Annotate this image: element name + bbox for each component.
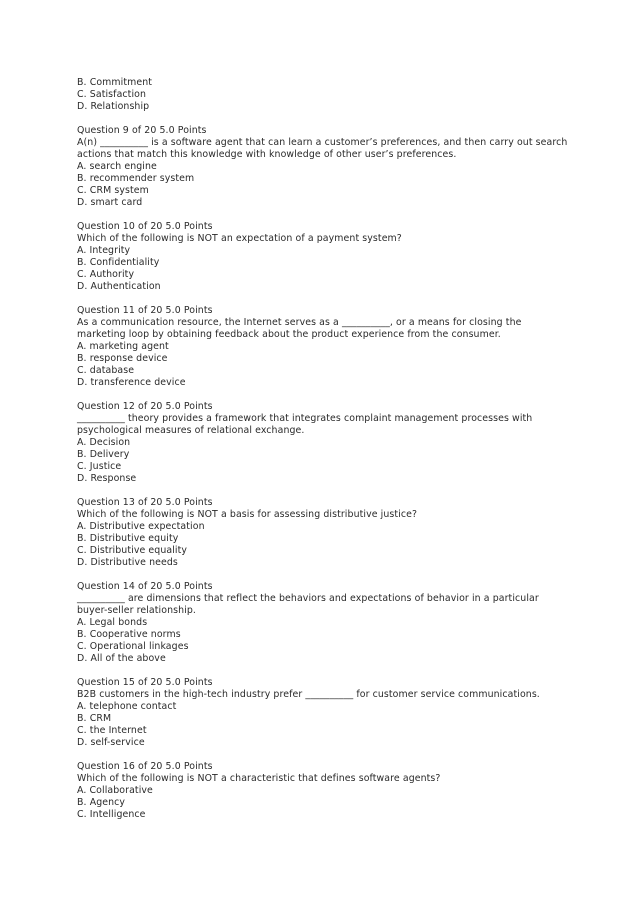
option: A. Collaborative [77,785,153,796]
question-block [77,761,577,821]
question-text: __________ theory provides a framework that integrates complaint management processes with [77,413,533,424]
question-block [77,497,577,569]
question-text: marketing loop by obtaining feedback about the product experience from the consumer. [77,329,501,340]
option: D. smart card [77,197,143,208]
option: C. Satisfaction [77,89,147,100]
question-block [77,221,577,293]
option: B. Confidentiality [77,257,160,268]
option: C. Operational linkages [77,641,189,652]
question-text: Which of the following is NOT a basis for assessing distributive justice? [77,509,418,520]
option: A. marketing agent [77,341,169,352]
option: D. Distributive needs [77,557,178,568]
option: D. Relationship [77,101,150,112]
option: B. Distributive equity [77,533,179,544]
question-text: __________ are dimensions that reflect the behaviors and expectations of behavior in a particular [77,593,539,604]
question-block [77,305,577,389]
option: B. response device [77,353,168,364]
option: C. CRM system [77,185,149,196]
option: B. recommender system [77,173,195,184]
question-block [77,677,577,749]
question-header: Question 14 of 20 5.0 Points [77,581,213,592]
question-header: Question 15 of 20 5.0 Points [77,677,213,688]
question-text: As a communication resource, the Internet serves as a __________, or a means for closing the [77,317,522,328]
option: C. database [77,365,135,376]
option: B. Agency [77,797,126,808]
option: D. All of the above [77,653,166,664]
question-block [77,581,577,665]
option: B. Commitment [77,77,153,88]
option: C. Distributive equality [77,545,188,556]
option: B. Cooperative norms [77,629,181,640]
question-header: Question 11 of 20 5.0 Points [77,305,213,316]
question-block [77,125,577,209]
option: C. Authority [77,269,135,280]
option: A. Decision [77,437,131,448]
option: D. self-service [77,737,145,748]
question-text: Which of the following is NOT an expectation of a payment system? [77,233,402,244]
question-header: Question 12 of 20 5.0 Points [77,401,213,412]
question-text: actions that match this knowledge with knowledge of other user’s preferences. [77,149,457,160]
option: A. Distributive expectation [77,521,205,532]
option: C. Intelligence [77,809,146,820]
option: C. Justice [77,461,122,472]
question-text: Which of the following is NOT a characteristic that defines software agents? [77,773,441,784]
document-page [77,77,577,821]
question-text: B2B customers in the high-tech industry prefer __________ for customer service communications. [77,689,540,700]
option: A. search engine [77,161,157,172]
intro-options [77,77,577,113]
question-header: Question 10 of 20 5.0 Points [77,221,213,232]
option: A. telephone contact [77,701,177,712]
question-text: A(n) __________ is a software agent that can learn a customer’s preferences, and then carry out search [77,137,568,148]
question-block [77,401,577,485]
option: A. Legal bonds [77,617,148,628]
option: B. Delivery [77,449,130,460]
option: D. Authentication [77,281,161,292]
question-header: Question 13 of 20 5.0 Points [77,497,213,508]
option: C. the Internet [77,725,147,736]
option: B. CRM [77,713,112,724]
option: A. Integrity [77,245,131,256]
question-text: buyer-seller relationship. [77,605,196,616]
option: D. transference device [77,377,186,388]
question-header: Question 9 of 20 5.0 Points [77,125,207,136]
question-text: psychological measures of relational exchange. [77,425,305,436]
question-header: Question 16 of 20 5.0 Points [77,761,213,772]
option: D. Response [77,473,137,484]
